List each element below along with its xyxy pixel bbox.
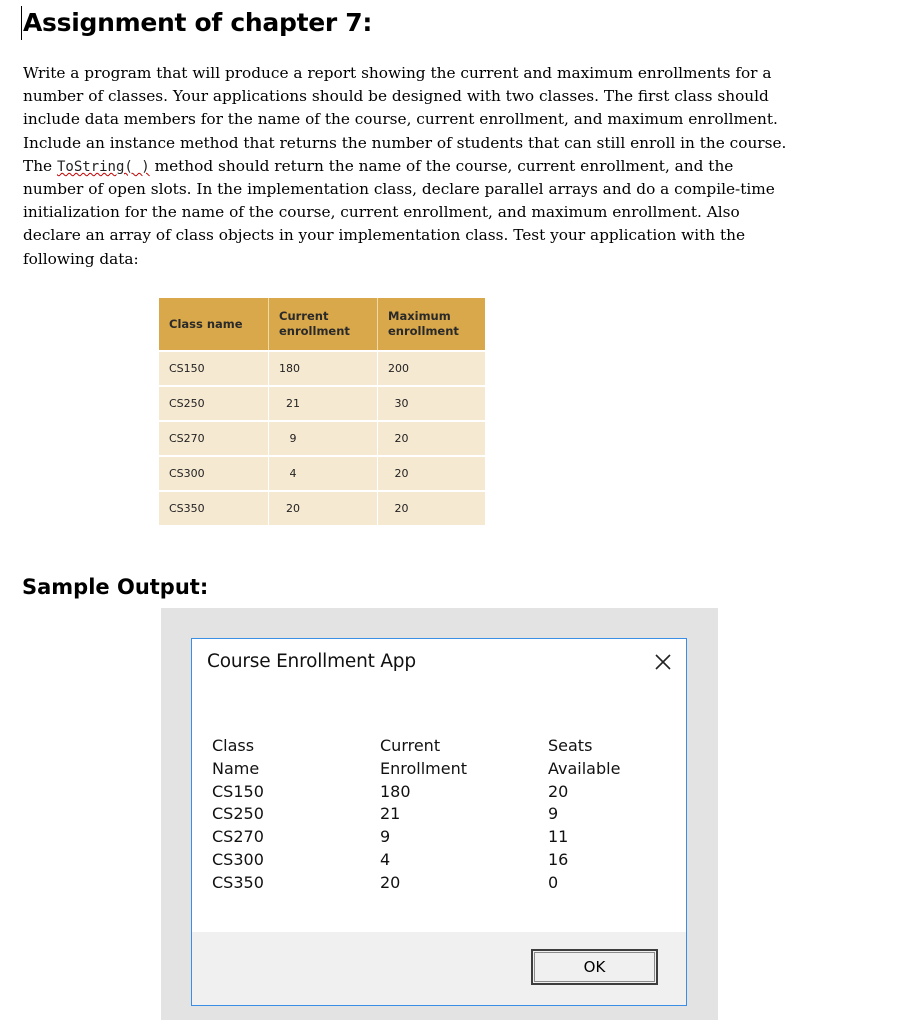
output-line: Available — [548, 758, 621, 778]
output-line: 16 — [548, 849, 569, 869]
header-text: Current — [279, 309, 329, 323]
output-line: Current — [380, 736, 441, 755]
table-row — [159, 456, 485, 491]
sample-output-heading: Sample Output: — [22, 575, 209, 599]
cell-current: 180 — [269, 351, 378, 386]
enrollment-data-table — [159, 298, 485, 525]
header-class-name — [159, 298, 269, 351]
cell-current: 9 — [269, 421, 378, 456]
paragraph-line: number of open slots. In the implementation class, declare parallel arrays and do a compile-time — [23, 179, 775, 198]
table-row — [159, 491, 485, 525]
cell-current: 20 — [269, 491, 378, 525]
text-cursor — [21, 6, 22, 40]
cell-class-name: CS300 — [159, 456, 269, 491]
header-text: Class name — [169, 316, 243, 331]
class-name-column — [212, 735, 264, 895]
tostring-code: ToString( ) — [56, 158, 150, 175]
page-title: Assignment of chapter 7: — [23, 8, 373, 37]
cell-class-name: CS150 — [159, 351, 269, 386]
paragraph-line: following data: — [23, 249, 139, 268]
text-segment: method should return the name of the course, current enrollment, and the — [154, 156, 734, 175]
cell-class-name: CS350 — [159, 491, 269, 525]
sample-output-screenshot — [161, 608, 718, 1020]
output-line: CS150 — [212, 781, 264, 801]
output-line: 0 — [548, 872, 559, 892]
header-text: enrollment — [279, 324, 350, 338]
paragraph-line: include data members for the name of the course, current enrollment, and maximum enrollment. — [23, 110, 778, 129]
table-row — [159, 421, 485, 456]
cell-max: 20 — [378, 456, 486, 491]
table-header-row — [159, 298, 485, 351]
output-line: Seats — [548, 736, 593, 755]
paragraph-line: number of classes. Your applications should be designed with two classes. The first class should — [23, 87, 769, 106]
output-line: 9 — [380, 827, 391, 847]
table-row — [159, 386, 485, 421]
close-icon[interactable] — [650, 649, 676, 675]
header-current-enrollment — [269, 298, 378, 351]
ok-button[interactable]: OK — [531, 949, 658, 985]
output-line: CS300 — [212, 849, 264, 869]
seats-available-column — [548, 735, 620, 895]
output-line: 180 — [380, 781, 411, 801]
output-line: Enrollment — [380, 758, 467, 778]
cell-max: 200 — [378, 351, 486, 386]
output-line: 11 — [548, 827, 569, 847]
output-line: 20 — [380, 872, 401, 892]
cell-max: 20 — [378, 491, 486, 525]
output-line: CS250 — [212, 804, 264, 824]
table-row — [159, 351, 485, 386]
cell-current: 4 — [269, 456, 378, 491]
output-line: CS350 — [212, 872, 264, 892]
cell-max: 30 — [378, 386, 486, 421]
dialog-button-bar — [192, 932, 686, 1005]
output-line: Name — [212, 758, 260, 778]
course-enrollment-dialog — [191, 638, 687, 1006]
paragraph-line: declare an array of class objects in your implementation class. Test your application with the — [23, 226, 746, 245]
header-text: enrollment — [388, 324, 459, 338]
header-maximum-enrollment — [378, 298, 486, 351]
output-line: 20 — [548, 781, 569, 801]
output-line: 4 — [380, 849, 391, 869]
current-enrollment-column — [380, 735, 467, 895]
paragraph-line — [23, 155, 853, 178]
cell-class-name: CS250 — [159, 386, 269, 421]
cell-current: 21 — [269, 386, 378, 421]
assignment-description — [23, 62, 853, 271]
output-line: CS270 — [212, 827, 264, 847]
output-line: Class — [212, 736, 255, 755]
paragraph-line: Include an instance method that returns the number of students that can still enroll in the course. — [23, 133, 787, 152]
dialog-title: Course Enrollment App — [207, 651, 416, 672]
output-line: 9 — [548, 804, 559, 824]
output-line: 21 — [380, 804, 401, 824]
header-text: Maximum — [388, 309, 451, 323]
paragraph-line: Write a program that will produce a report showing the current and maximum enrollments for a — [23, 64, 772, 82]
text-segment: The — [23, 156, 53, 175]
cell-max: 20 — [378, 421, 486, 456]
cell-class-name: CS270 — [159, 421, 269, 456]
paragraph-line: initialization for the name of the course, current enrollment, and maximum enrollment. Also — [23, 203, 740, 222]
